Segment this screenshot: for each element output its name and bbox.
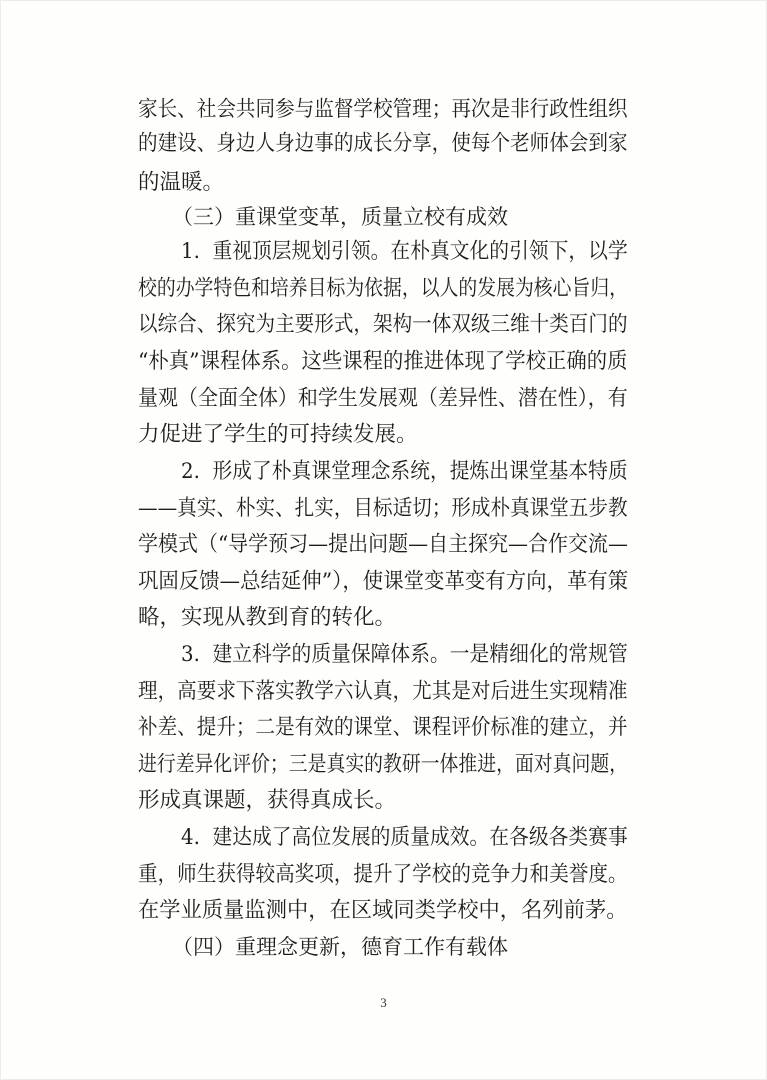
text-line: 进行差异化评价；三是真实的教研一体推进，面对真问题， (138, 752, 629, 777)
text-line: 4. 建达成了高位发展的质量成效。在各级各类赛事 (181, 825, 628, 850)
text-line: 巩固反馈—总结延伸”），使课堂变革变有方向，革有策 (138, 569, 629, 594)
text-line: 重，师生获得较高奖项，提升了学校的竞争力和美誉度。 (138, 862, 628, 887)
text-line: 力促进了学生的可持续发展。 (138, 422, 418, 447)
text-line: 理，高要求下落实教学六认真，尤其是对后进生实现精准 (138, 679, 628, 704)
text-line: 的建设、身边人身边事的成长分享，使每个老师体会到家 (138, 131, 628, 156)
text-line: 1. 重视顶层规划引领。在朴真文化的引领下，以学 (181, 239, 628, 264)
text-line: “朴真”课程体系。这些课程的推进体现了学校正确的质 (138, 349, 628, 374)
scan-artifact (357, 52, 417, 58)
section-heading: （四）重理念更新，德育工作有载体 (172, 935, 508, 959)
text-line: 2. 形成了朴真课堂理念系统，提炼出课堂基本特质 (181, 459, 628, 484)
text-line: ——真实、朴实、扎实，目标适切；形成朴真课堂五步教 (138, 496, 628, 521)
text-line: 的温暖。 (138, 170, 225, 195)
text-line: 略，实现从教到育的转化。 (138, 605, 397, 630)
text-line: 形成真课题，获得真成长。 (138, 788, 397, 813)
text-line: 以综合、探究为主要形式，架构一体双级三维十类百门的 (138, 312, 628, 337)
text-line: 学模式（“导学预习—提出问题—自主探究—合作交流— (138, 532, 629, 557)
text-line: 补差、提升；二是有效的课堂、课程评价标准的建立，并 (138, 715, 628, 740)
page-number: 3 (380, 995, 387, 1010)
section-heading: （三）重课堂变革，质量立校有成效 (172, 205, 508, 229)
text-line: 家长、社会共同参与监督学校管理；再次是非行政性组织 (138, 97, 628, 122)
text-line: 在学业质量监测中，在区域同类学校中，名列前茅。 (138, 898, 628, 923)
text-line: 量观（全面全体）和学生发展观（差异性、潜在性），有 (138, 386, 628, 411)
text-line: 校的办学特色和培养目标为依据，以人的发展为核心旨归， (138, 276, 629, 301)
text-line: 3. 建立科学的质量保障体系。一是精细化的常规管 (181, 642, 628, 667)
